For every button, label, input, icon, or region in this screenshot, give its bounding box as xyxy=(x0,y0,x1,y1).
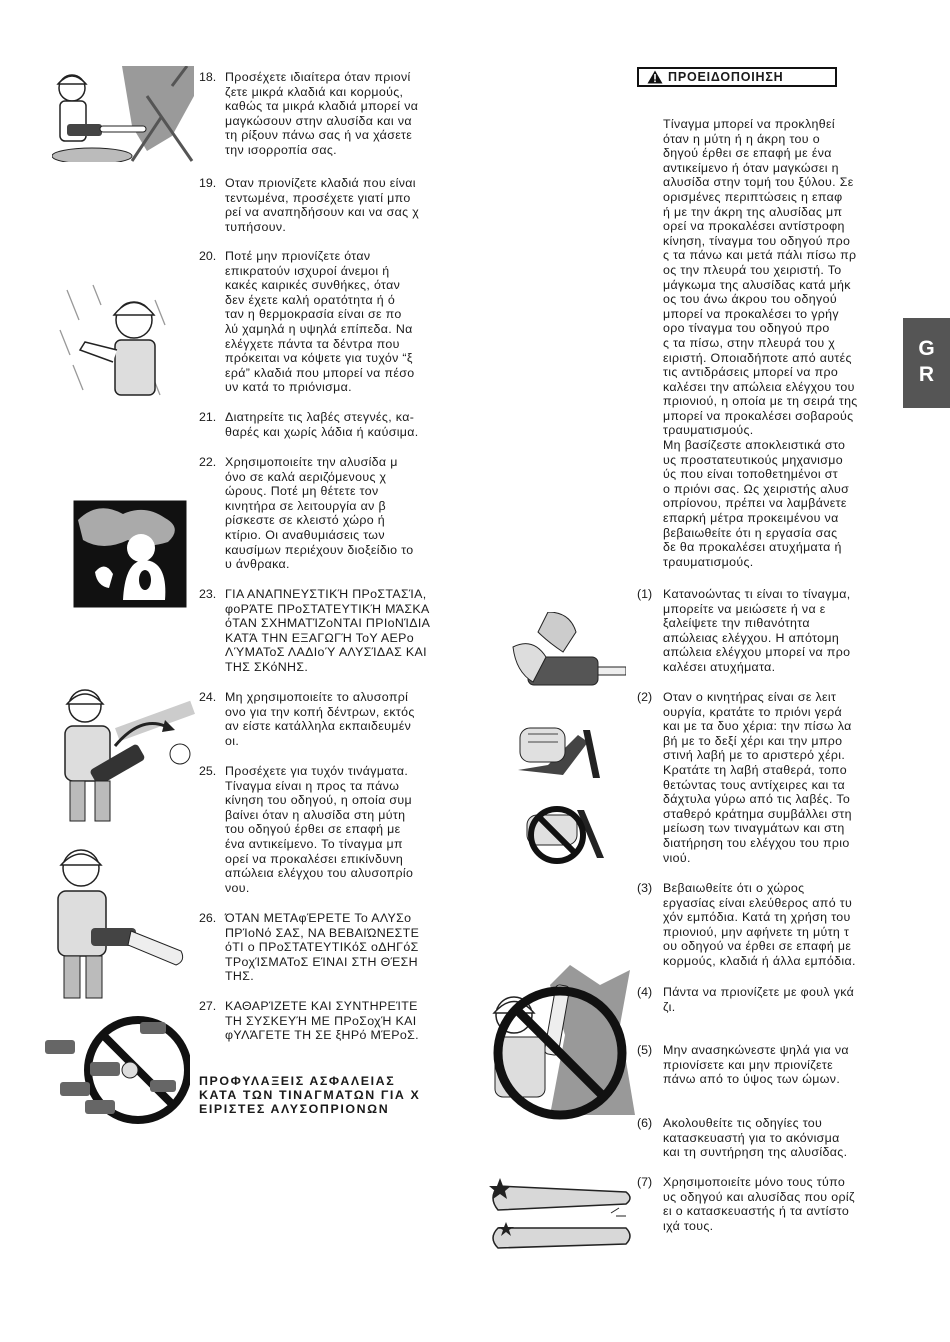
item-text: ΌΤΑΝ ΜΕΤΑφΈΡΕΤΕ Το ΑΛΥΣο ΠΡΊοΝό ΣΑΣ, ΝΑ ΒΕΒΑΙΏΝΕΣΤΕ όΤΙ ο ΠΡοΣΤΑΤΕΥΤΙΚόΣ οΔΗΓόΣ ΤΡοχΊΣΜΑΤοΣ ΕΊΝΑΙ ΣΤΗ ΘΈΣΗ ΤΗΣ. xyxy=(225,911,420,984)
item-text: ΚΑΘΑΡΊΖΕΤΕ ΚΑΙ ΣΥΝΤΗΡΕΊΤΕ ΤΗ ΣΥΣΚΕΥΉ ΜΕ ΠΡοΣοχΉ ΚΑΙ φΥΛΆΓΕΤΕ ΤΗ ΣΕ ξΗΡό ΜΈΡοΣ. xyxy=(225,999,419,1043)
item-number: (6) xyxy=(637,1116,653,1130)
item-number: 18. xyxy=(199,70,217,84)
guide-bar-chain-illustration xyxy=(486,1168,634,1258)
item-number: 25. xyxy=(199,764,217,778)
item-text: Ακολουθείτε τις οδηγίες του κατασκευαστή για το ακόνισμα και τη συντήρηση της αλυσίδας. xyxy=(663,1116,848,1160)
correct-grip-illustration xyxy=(518,720,604,780)
item-number: (7) xyxy=(637,1175,653,1189)
warning-label xyxy=(637,67,837,87)
two-hand-grip-illustration xyxy=(508,612,626,694)
item-number: 23. xyxy=(199,587,217,601)
felling-kickback-illustration xyxy=(40,686,200,831)
item-number: 19. xyxy=(199,176,217,190)
item-text: Κατανοώντας τι είναι το τίναγμα, μπορείτε να μειώσετε ή να ε ξαλείψετε την πιθανότητα απώλειας ελέγχου. Η απότομη απώλεια ελέγχου μπορεί να προ καλέσει ατυχήματα. xyxy=(663,587,851,674)
item-text: Οταν ο κινητήρας είναι σε λειτ ουργία, κρατάτε το πριόνι γερά και με τα δυο χέρια: την πίσω λα βή με το δεξί χέρι και την μπρο στινή λαβή με το αριστερό χέρι. Κρατάτε τη λαβή σταθερά, τοπο θετώντας τους αντίχειρες και τα δάχτυλα γύρω από τις λαβές. Το σταθερό κράτημα συμβάλλει στη μείωση των τιναγμάτων και στη διατήρηση του ελέγχου του πριο νιού. xyxy=(663,690,852,865)
small-branches-illustration xyxy=(52,66,194,162)
item-text: Μην ανασηκώνεστε ψηλά για να πριονίσετε και μην πριονίζετε πάνω από το ύψος των ώμων. xyxy=(663,1043,849,1087)
item-text: Προσέχετε ιδιαίτερα όταν πριονί ζετε μικρά κλαδιά και κορμούς, καθώς τα μικρά κλαδιά μπορεί να μαγκώσουν στην αλυσίδα και να τη ρίξουν πάνω σας ή να χάσετε την ισορροπία σας. xyxy=(225,70,419,157)
carrying-saw-illustration xyxy=(36,843,186,1003)
maintenance-prohibition-illustration xyxy=(40,1010,190,1130)
incorrect-grip-illustration xyxy=(522,800,608,866)
item-text: Βεβαιωθείτε ότι ο χώρος εργασίας είναι ελεύθερος από τυ χόν εμπόδια. Κατά τη χρήση του πριονιού, μην αφήνετε τη μύτη τ ου οδηγού να έρθει σε επαφή με κορμούς, κλαδιά ή άλλα εμπόδια. xyxy=(663,881,856,968)
bad-weather-illustration xyxy=(55,280,175,415)
item-text: Χρησιμοποιείτε την αλυσίδα μ όνο σε καλά αεριζόμενους χ ώρους. Ποτέ μη θέτετε τον κινητήρα σε λειτουργία αν β ρίσκεστε σε κλειστό χώρο ή κτίριο. Οι αναθυμιάσεις των καυσίμων περιέχουν διοξείδιο το υ άνθρακα. xyxy=(225,455,414,572)
warning-label-text: ΠΡΟΕΙΔΟΠΟΙΗΣΗ xyxy=(668,70,784,84)
language-tab-line2: R xyxy=(918,363,935,386)
language-tab-line1: G xyxy=(918,337,935,360)
item-number: (5) xyxy=(637,1043,653,1057)
warning-body: Τίναγμα μπορεί να προκληθεί όταν η μύτη ή η άκρη του ο δηγού έρθει σε επαφή με ένα αντικείμενο ή όταν μαγκώσει η αλυσίδα στην τομή του ξύλου. Σε ορισμένες περιπτώσεις η επαφ ή με την άκρη της αλυσίδας μπ ορεί να προκαλέσει αντίστροφη κίνηση, τίναγμα του οδηγού προ ς τα πάνω και μετά πάλι πίσω πρ ος την πλευρά του χειριστή. Το μάγκωμα της αλυσίδας κατά μήκ ος του άνω άκρου του οδηγού μπορεί να προκαλέσει το γρήγ ορο τίναγμα του οδηγού προ ς τα πίσω, στην πλευρά του χ ειριστή. Οποιαδήποτε από αυτές τις αντιδράσεις μπορεί να προ καλέσει την απώλεια ελέγχου του πριονιού, η οποία με τη σειρά της μπορεί να προκαλέσει σοβαρούς τραυματισμούς. Μη βασίζεστε αποκλειστικά στο υς προστατευτικούς μηχανισμο ύς που είναι τοποθετημένοι στ ο πριόνι σας. Ως χειριστής αλυσ οπρίονου, πρέπει να λαμβάνετε επαρκή μέτρα προκειμένου να βεβαιωθείτε ότι η εργασία σας δε θα προκαλέσει ατυχήματα ή τραυματισμούς. xyxy=(663,117,858,569)
item-number: (4) xyxy=(637,985,653,999)
item-number: 20. xyxy=(199,249,217,263)
item-text: Χρησιμοποιείτε μόνο τους τύπο υς οδηγού και αλυσίδας που ορίζ ει ο κατασκευαστής ή τα αντίστο ιχά τους. xyxy=(663,1175,855,1233)
warning-triangle-icon xyxy=(647,70,663,84)
item-number: 22. xyxy=(199,455,217,469)
item-number: (2) xyxy=(637,690,653,704)
item-text: ΓΙΑ ΑΝΑΠΝΕΥΣΤΙΚΉ ΠΡοΣΤΑΣΊΑ, φοΡΆΤΕ ΠΡοΣΤΑΤΕΥΤΙΚΉ ΜΆΣΚΑ όΤΑΝ ΣΧΗΜΑΤΊΖοΝΤΑΙ ΠΡΙοΝΊΔΙΑ ΚΑΤΆ ΤΗΝ ΕΞΑΓΩΓΉ ΤοΥ ΑΕΡο ΛΎΜΑΤοΣ ΛΑΔΙοΎ ΑΛΥΣΊΔΑΣ ΚΑΙ ΤΗΣ ΣΚόΝΗΣ. xyxy=(225,587,431,674)
exhaust-fumes-illustration xyxy=(73,500,187,608)
item-text: Διατηρείτε τις λαβές στεγνές, κα- θαρές και χωρίς λάδια ή καύσιμα. xyxy=(225,410,419,439)
kickback-precautions-heading: ΠΡΟΦΥΛΑΞΕΙΣ ΑΣΦΑΛΕΙΑΣ ΚΑΤΑ ΤΩΝ ΤΙΝΑΓΜΑΤΩΝ ΓΙΑ Χ ΕΙΡΙΣΤΕΣ ΑΛΥΣΟΠΡΙΟΝΩΝ xyxy=(199,1074,421,1116)
item-number: 26. xyxy=(199,911,217,925)
item-text: Ποτέ μην πριονίζετε όταν επικρατούν ισχυροί άνεμοι ή κακές καιρικές συνθήκες, όταν δεν έχετε καλή ορατότητα ή ό ταν η θερμοκρασία είναι σε πο λύ χαμηλά η υψηλά επίπεδα. Να ελέγχετε πάντα τα δέντρα που πρόκειται να κόψετε για τυχόν “ξ ερά” κλαδιά που μπορεί να πέσο υν κατά το πριόνισμα. xyxy=(225,249,415,395)
item-number: (3) xyxy=(637,881,653,895)
item-number: 24. xyxy=(199,690,217,704)
language-tab xyxy=(903,318,950,408)
item-number: 21. xyxy=(199,410,217,424)
overhead-cutting-prohibition-illustration xyxy=(490,965,635,1125)
item-text: Προσέχετε για τυχόν τινάγματα. Τίναγμα είναι η προς τα πάνω κίνηση του οδηγού, η οποία συμ βαίνει όταν η αλυσίδα στη μύτη του οδηγού έρθει σε επαφή με ένα αντικείμενο. Το τίναγμα μπ ορεί να προκαλέσει επικίνδυνη απώλεια ελέγχου του αλυσοπρίο νου. xyxy=(225,764,414,895)
item-text: Πάντα να πριονίζετε με φουλ γκά ζι. xyxy=(663,985,855,1014)
item-number: 27. xyxy=(199,999,217,1013)
item-text: Οταν πριονίζετε κλαδιά που είναι τεντωμένα, προσέχετε γιατί μπο ρεί να αναπηδήσουν και να σας χ τυπήσουν. xyxy=(225,176,420,234)
item-number: (1) xyxy=(637,587,653,601)
item-text: Μη χρησιμοποιείτε το αλυσοπρί ονο για την κοπή δέντρων, εκτός αν είστε κατάλληλα εκπαιδευμέν οι. xyxy=(225,690,415,748)
